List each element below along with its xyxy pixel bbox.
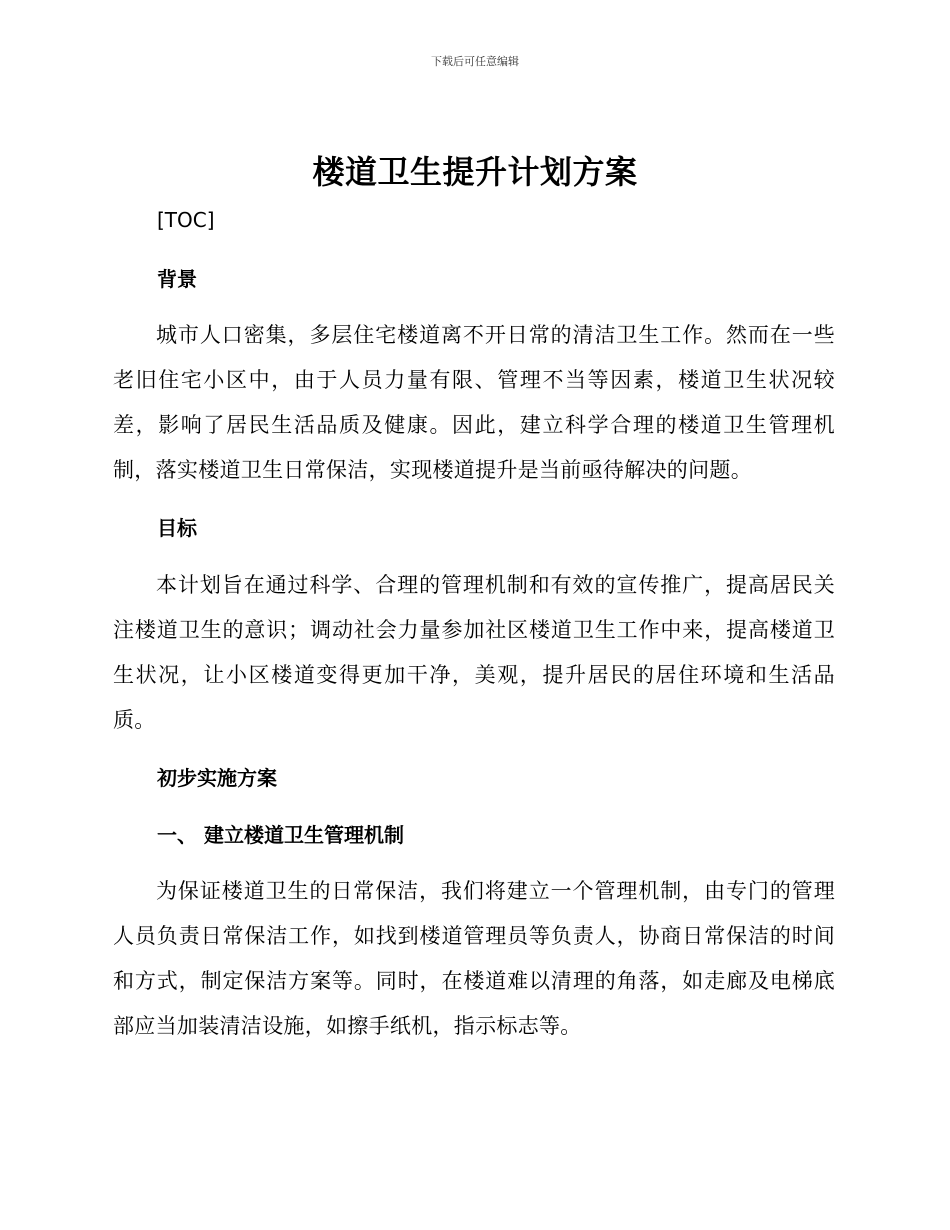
- toc-placeholder: [TOC]: [157, 208, 215, 232]
- section-paragraph-goal: 本计划旨在通过科学、合理的管理机制和有效的宣传推广，提高居民关注楼道卫生的意识；调动社会力量参加社区楼道卫生工作中来，提高楼道卫生状况，让小区楼道变得更加干净，美观，提升居民的居住环境和生活品质。: [113, 573, 835, 732]
- page-header-note: 下载后可任意编辑: [431, 55, 519, 68]
- section-heading-goal: 目标: [157, 516, 197, 540]
- subsection-heading-step-one: 一、 建立楼道卫生管理机制: [157, 823, 404, 847]
- section-paragraph-background: 城市人口密集，多层住宅楼道离不开日常的清洁卫生工作。然而在一些老旧住宅小区中，由于人员力量有限、管理不当等因素，楼道卫生状况较差，影响了居民生活品质及健康。因此，建立科学合理的楼道卫生管理机制，落实楼道卫生日常保洁，实现楼道提升是当前亟待解决的问题。: [113, 323, 835, 482]
- subsection-paragraph-step-one: 为保证楼道卫生的日常保洁，我们将建立一个管理机制，由专门的管理人员负责日常保洁工作，如找到楼道管理员等负责人，协商日常保洁的时间和方式，制定保洁方案等。同时，在楼道难以清理的角落，如走廊及电梯底部应当加装清洁设施，如擦手纸机，指示标志等。: [113, 879, 835, 1038]
- section-heading-background: 背景: [157, 267, 197, 291]
- section-heading-plan: 初步实施方案: [157, 766, 277, 790]
- document-title: 楼道卫生提升计划方案: [312, 153, 638, 191]
